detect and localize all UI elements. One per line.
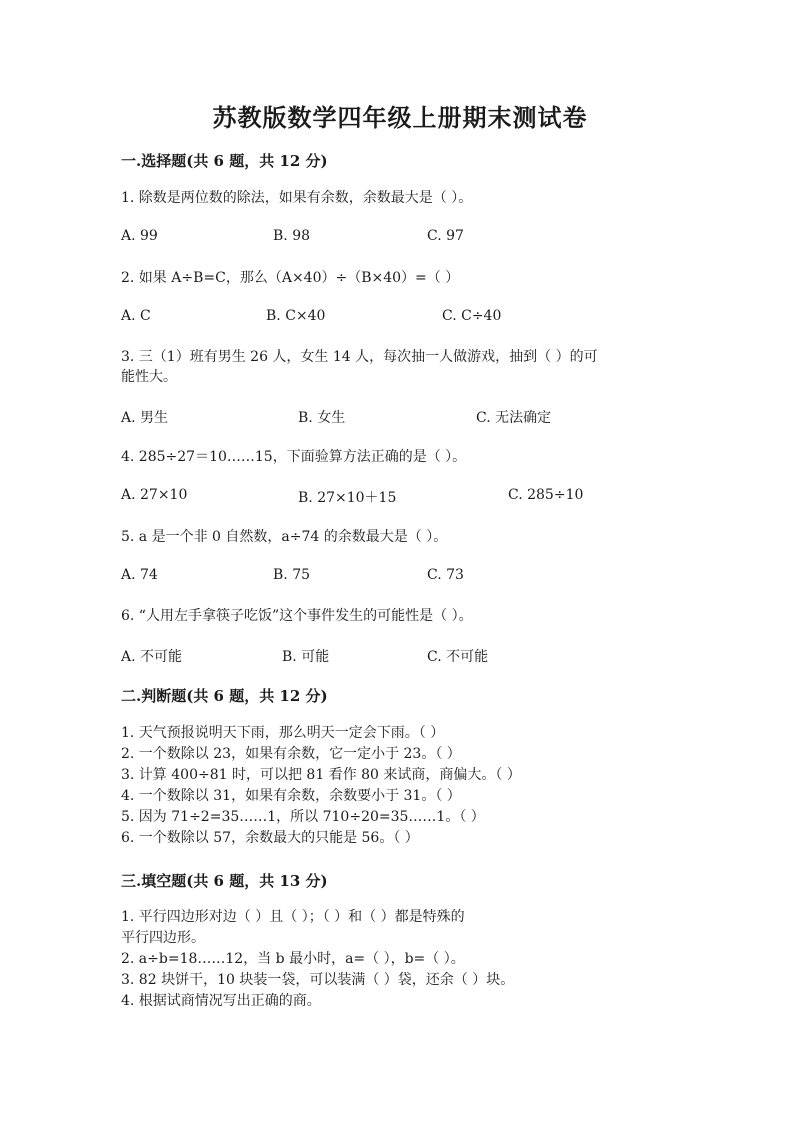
judgment-item-3: 3. 计算 400÷81 时，可以把 81 看作 80 来试商，商偏大。（ ） — [121, 767, 521, 783]
option-b: B. 27×10＋15 — [298, 490, 397, 506]
judgment-item-6: 6. 一个数除以 57，余数最大的只能是 56。（ ） — [121, 830, 419, 846]
section-heading-choice: 一.选择题(共 6 题，共 12 分) — [121, 152, 328, 170]
fill-item-1: 1. 平行四边形对边（ ）且（ ）；（ ）和（ ）都是特殊的 — [121, 909, 465, 925]
option-b: B. 可能 — [282, 649, 330, 665]
judgment-item-1: 1. 天气预报说明天下雨，那么明天一定会下雨。（ ） — [121, 725, 445, 741]
question-6: 6. “人用左手拿筷子吃饭”这个事件发生的可能性是（ ）。 — [121, 608, 473, 624]
judgment-item-2: 2. 一个数除以 23，如果有余数，它一定小于 23。（ ） — [121, 746, 461, 762]
option-a: A. C — [121, 308, 151, 324]
question-4: 4. 285÷27＝10……15，下面验算方法正确的是（ ）。 — [121, 449, 467, 465]
question-3: 3. 三（1）班有男生 26 人，女生 14 人，每次抽一人做游戏，抽到（ ）的可 — [121, 349, 598, 365]
page-title: 苏教版数学四年级上册期末测试卷 — [212, 103, 588, 132]
fill-item-1-continued: 平行四边形。 — [121, 930, 205, 946]
option-b: B. 女生 — [298, 410, 346, 426]
option-c: C. C÷40 — [442, 308, 502, 324]
fill-item-2: 2. a÷b=18……12，当 b 最小时，a=（ ），b=（ ）。 — [121, 951, 465, 967]
option-c: C. 无法确定 — [476, 410, 552, 426]
option-a: A. 不可能 — [121, 649, 183, 665]
option-b: B. 75 — [273, 567, 311, 583]
option-c: C. 73 — [427, 567, 464, 583]
question-1: 1. 除数是两位数的除法，如果有余数，余数最大是（ ）。 — [121, 190, 473, 206]
question-5: 5. a 是一个非 0 自然数，a÷74 的余数最大是（ ）。 — [121, 529, 448, 545]
judgment-item-5: 5. 因为 71÷2=35……1，所以 710÷20=35……1。（ ） — [121, 809, 485, 825]
option-a: A. 74 — [121, 567, 158, 583]
fill-item-4: 4. 根据试商情况写出正确的商。 — [121, 993, 321, 1009]
option-a: A. 27×10 — [121, 487, 188, 503]
option-c: C. 不可能 — [427, 649, 489, 665]
option-b: B. 98 — [273, 228, 311, 244]
option-b: B. C×40 — [266, 308, 326, 324]
question-2: 2. 如果 A÷B=C，那么（A×40）÷（B×40）=（ ） — [121, 270, 460, 286]
option-c: C. 285÷10 — [508, 487, 584, 503]
fill-item-3: 3. 82 块饼干，10 块装一袋，可以装满（ ）袋，还余（ ）块。 — [121, 972, 515, 988]
option-a: A. 男生 — [121, 410, 169, 426]
section-heading-judgment: 二.判断题(共 6 题，共 12 分) — [121, 687, 328, 705]
judgment-item-4: 4. 一个数除以 31，如果有余数，余数要小于 31。（ ） — [121, 788, 461, 804]
question-3-continued: 能性大。 — [121, 369, 177, 385]
option-a: A. 99 — [121, 228, 158, 244]
option-c: C. 97 — [427, 228, 464, 244]
section-heading-fill-blank: 三.填空题(共 6 题，共 13 分) — [121, 872, 328, 890]
